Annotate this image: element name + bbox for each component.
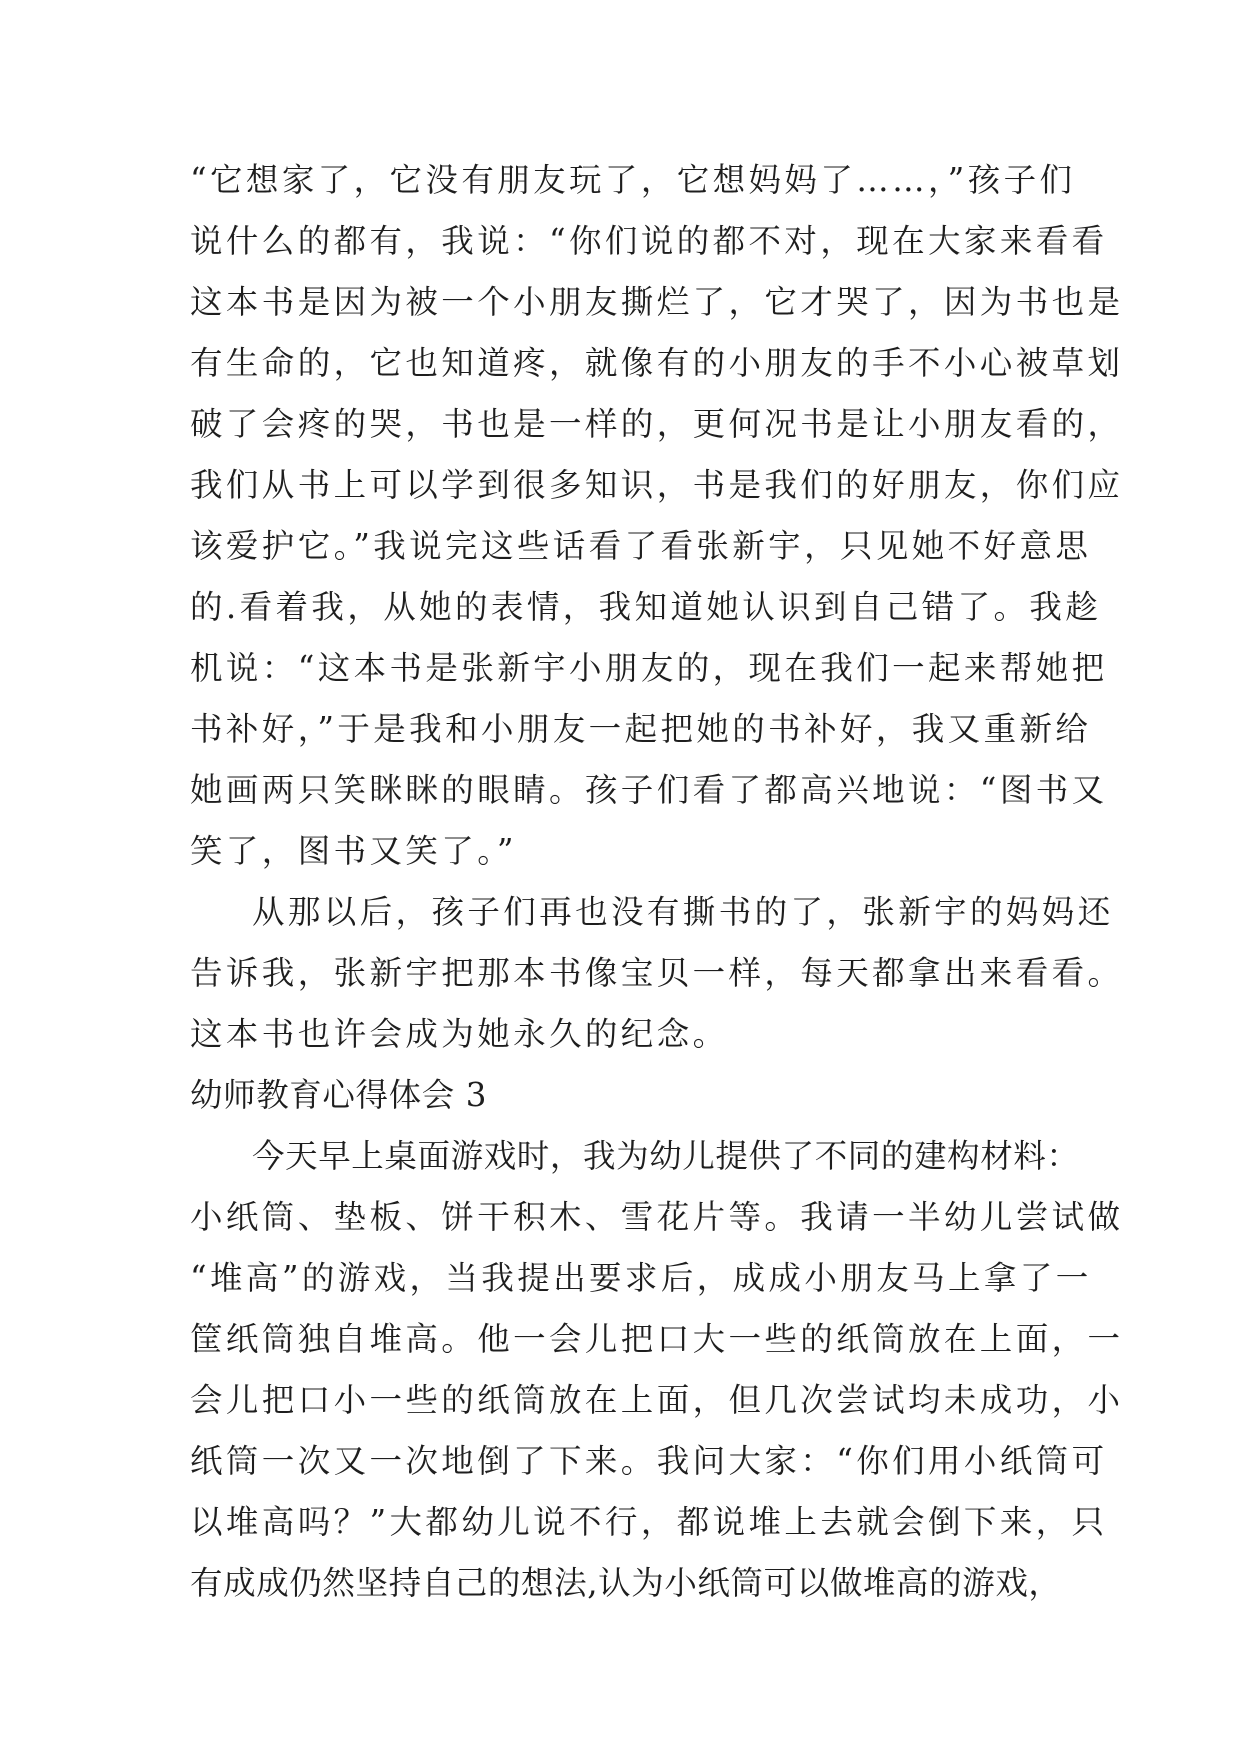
text-line: 说什么的都有，我说：“你们说的都不对，现在大家来看看: [190, 222, 1108, 260]
text-line: 筐纸筒独自堆高。他一会儿把口大一些的纸筒放在上面，一: [190, 1320, 1124, 1358]
text-line: “它想家了，它没有朋友玩了，它想妈妈了……，”孩子们: [190, 161, 1076, 199]
text-line: 该爱护它。”我说完这些话看了看张新宇，只见她不好意思: [190, 527, 1092, 565]
text-line: 从那以后，孩子们再也没有撕书的了，张新宇的妈妈还: [252, 893, 1114, 931]
text-line: 有成成仍然坚持自己的想法,认为小纸筒可以做堆高的游戏，: [190, 1564, 1062, 1602]
text-line: 破了会疼的哭，书也是一样的，更何况书是让小朋友看的，: [190, 405, 1124, 443]
text-line: 我们从书上可以学到很多知识，书是我们的好朋友，你们应: [190, 466, 1124, 504]
text-line: 笑了，图书又笑了。”: [190, 832, 517, 870]
text-line: 今天早上桌面游戏时，我为幼儿提供了不同的建构材料：: [252, 1137, 1080, 1175]
text-line: “堆高”的游戏，当我提出要求后，成成小朋友马上拿了一: [190, 1259, 1092, 1297]
text-line: 纸筒一次又一次地倒了下来。我问大家：“你们用小纸筒可: [190, 1442, 1108, 1480]
text-line: 告诉我，张新宇把那本书像宝贝一样，每天都拿出来看看。: [190, 954, 1124, 992]
text-line: 有生命的，它也知道疼，就像有的小朋友的手不小心被草划: [190, 344, 1124, 382]
text-line: 书补好，”于是我和小朋友一起把她的书补好，我又重新给: [190, 710, 1092, 748]
text-line: 这本书是因为被一个小朋友撕烂了，它才哭了，因为书也是: [190, 283, 1124, 321]
section-heading: 幼师教育心得体会 3: [190, 1076, 488, 1114]
text-line: 她画两只笑眯眯的眼睛。孩子们看了都高兴地说：“图书又: [190, 771, 1108, 809]
text-line: 的.看着我，从她的表情，我知道她认识到自己错了。我趁: [190, 588, 1102, 626]
text-line: 机说：“这本书是张新宇小朋友的，现在我们一起来帮她把: [190, 649, 1108, 687]
text-line: 会儿把口小一些的纸筒放在上面，但几次尝试均未成功，小: [190, 1381, 1124, 1419]
text-line: 小纸筒、垫板、饼干积木、雪花片等。我请一半幼儿尝试做: [190, 1198, 1124, 1236]
text-line: 以堆高吗？”大都幼儿说不行，都说堆上去就会倒下来，只: [190, 1503, 1108, 1541]
text-line: 这本书也许会成为她永久的纪念。: [190, 1015, 729, 1053]
document-body: [190, 150, 1124, 1614]
